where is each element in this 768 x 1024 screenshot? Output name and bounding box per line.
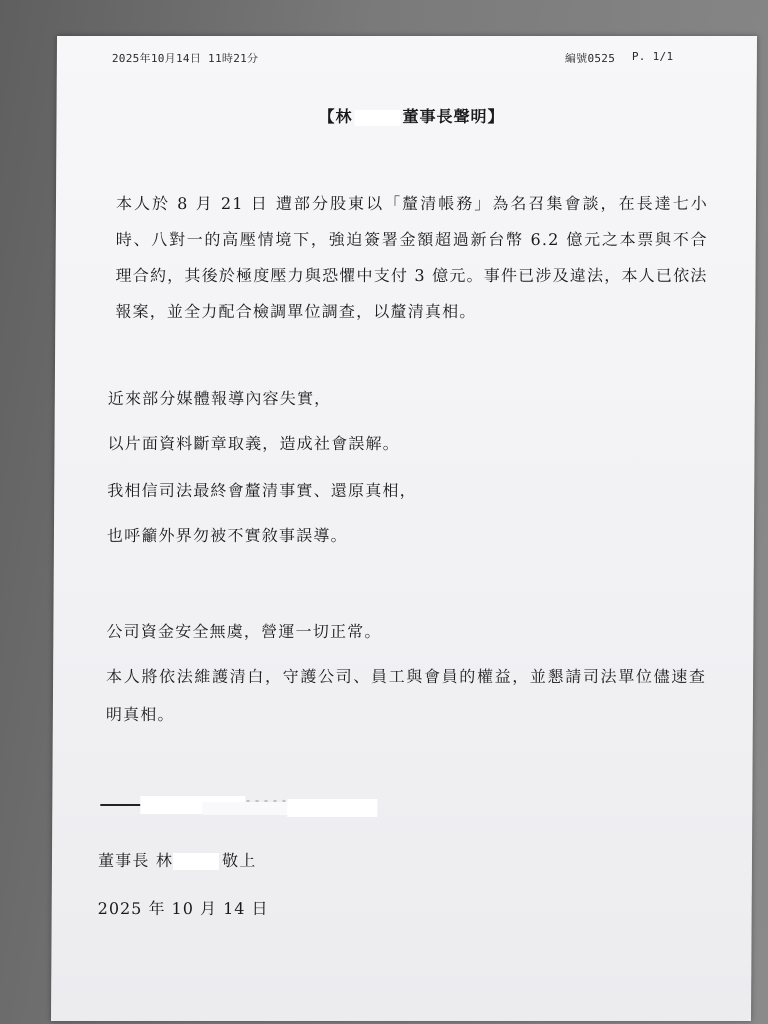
- redaction-bar-2: [202, 802, 292, 815]
- signature-dash: [100, 804, 140, 806]
- statement-line-1: 近來部分媒體報導內容失實，: [107, 389, 332, 408]
- doc-number: 編號0525: [564, 52, 616, 65]
- statement-line-3: 我相信司法最終會釐清事實、還原真相，: [107, 481, 417, 500]
- signature-prefix: 董事長 林: [97, 851, 174, 870]
- signature-suffix: 敬上: [222, 851, 257, 870]
- redacted-name-signature: [173, 853, 219, 870]
- print-datetime: 2025年10月14日 11時21分: [111, 52, 259, 65]
- page-number: P. 1/1: [631, 50, 674, 63]
- statement-date: 2025 年 10 月 14 日: [97, 899, 269, 918]
- statement-paper: [51, 36, 757, 1021]
- statement-line-4: 也呼籲外界勿被不實敘事誤導。: [106, 526, 348, 545]
- statement-funds-safe: 公司資金安全無虞，營運一切正常。: [106, 622, 382, 641]
- statement-line-2: 以片面資料斷章取義，造成社會誤解。: [107, 434, 400, 453]
- redaction-bar-3: [287, 799, 377, 817]
- title-prefix: 【林: [318, 107, 353, 126]
- statement-title: [318, 104, 504, 127]
- paragraph-incident: 本人於 8 月 21 日 遭部分股東以「釐清帳務」為名召集會談，在長達七小時、八對一的高壓情境下，強迫簽署金額超過新台幣 6.2 億元之本票與不合理合約，其後於極度壓力與恐懼中支付 3 億元。事件已涉及違法，本人已依法報案，並全力配合檢調單位調查，以釐清真相。: [115, 194, 709, 321]
- paragraph-commitment: 本人將依法維護清白，守護公司、員工與會員的權益，並懇請司法單位儘速查明真相。: [105, 667, 707, 724]
- title-suffix: 董事長聲明】: [402, 107, 505, 126]
- signature-line: [98, 848, 257, 871]
- redacted-name-title: [354, 110, 400, 126]
